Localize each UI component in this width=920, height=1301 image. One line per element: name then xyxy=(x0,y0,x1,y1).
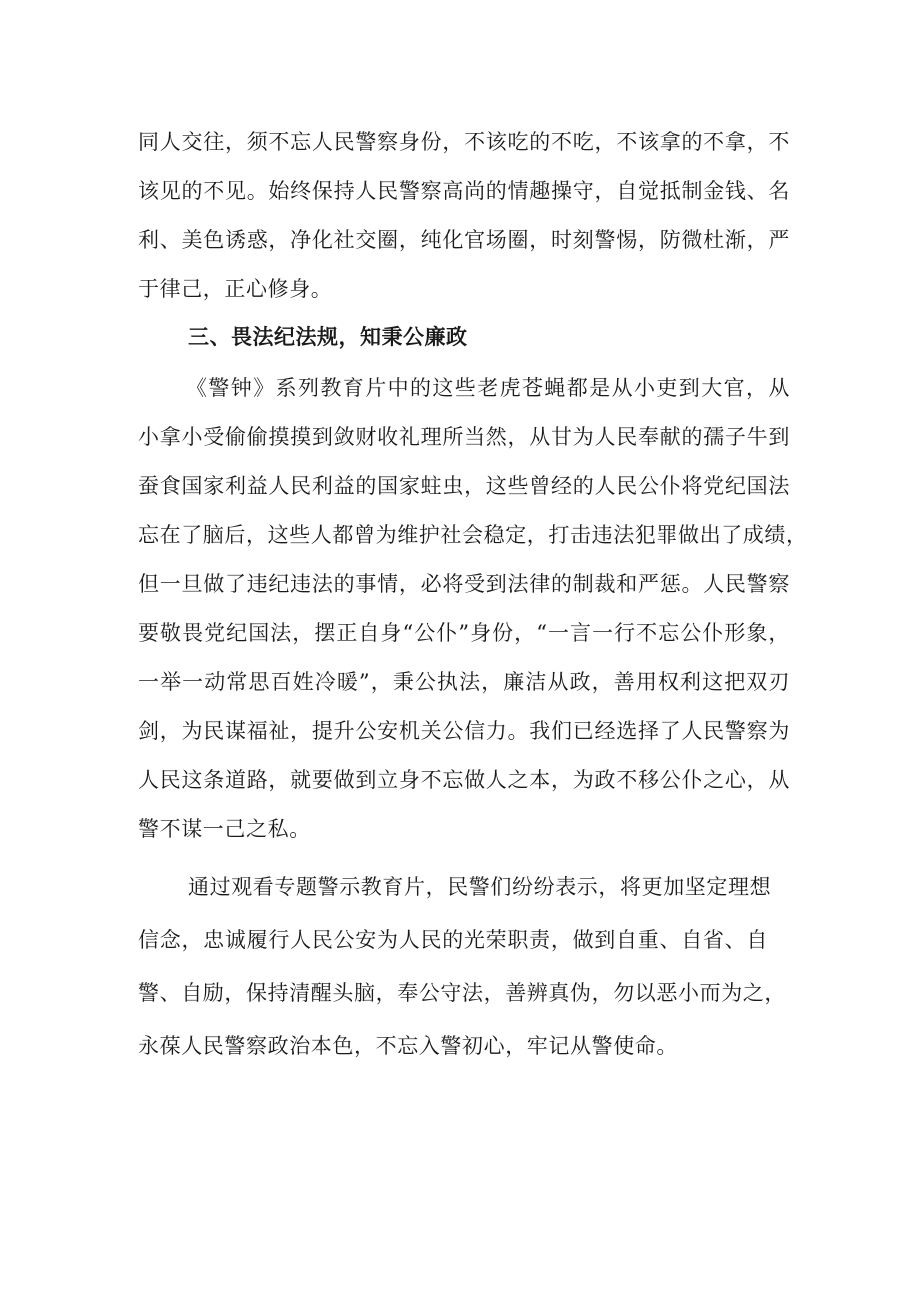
paragraph-line: 忘在了脑后，这些人都曾为维护社会稳定，打击违法犯罪做出了成绩， xyxy=(138,523,808,547)
section-heading: 三、畏法纪法规，知秉公廉政 xyxy=(188,325,468,349)
paragraph-line: 永葆人民警察政治本色，不忘入警初心，牢记从警使命。 xyxy=(138,1034,678,1058)
paragraph-line: 信念，忠诚履行人民公安为人民的光荣职责，做到自重、自省、自 xyxy=(138,928,768,952)
paragraph-line: 但一旦做了违纪违法的事情，必将受到法律的制裁和严惩。人民警察 xyxy=(138,572,790,596)
paragraph-line: 《警钟》系列教育片中的这些老虎苍蝇都是从小吏到大官，从 xyxy=(186,376,790,400)
paragraph-line: 要敬畏党纪国法，摆正自身“公仆”身份，“一言一行不忘公仆形象， xyxy=(138,621,790,645)
paragraph-line: 于律己，正心修身。 xyxy=(138,277,333,301)
paragraph-line: 该见的不见。始终保持人民警察高尚的情趣操守，自觉抵制金钱、名 xyxy=(138,179,790,203)
paragraph-line: 人民这条道路，就要做到立身不忘做人之本，为政不移公仆之心，从 xyxy=(138,768,790,792)
paragraph-line: 蚕食国家利益人民利益的国家蛀虫，这些曾经的人民公仆将党纪国法 xyxy=(138,474,790,498)
paragraph-line: 警、自励，保持清醒头脑，奉公守法，善辨真伪，勿以恶小而为之， xyxy=(138,981,786,1005)
paragraph-line: 利、美色诱惑，净化社交圈，纯化官场圈，时刻警惕，防微杜渐，严 xyxy=(138,228,790,252)
paragraph-line: 剑，为民谋福祉，提升公安机关公信力。我们已经选择了人民警察为 xyxy=(138,719,790,743)
paragraph-line: 通过观看专题警示教育片，民警们纷纷表示，将更加坚定理想 xyxy=(188,875,772,899)
paragraph-line: 一举一动常思百姓冷暖”，秉公执法，廉洁从政，善用权利这把双刃 xyxy=(138,670,790,694)
paragraph-line: 小拿小受偷偷摸摸到敛财收礼理所当然，从甘为人民奉献的孺子牛到 xyxy=(138,425,790,449)
paragraph-line: 警不谋一己之私。 xyxy=(138,817,311,841)
paragraph-line: 同人交往，须不忘人民警察身份，不该吃的不吃，不该拿的不拿，不 xyxy=(138,130,790,154)
